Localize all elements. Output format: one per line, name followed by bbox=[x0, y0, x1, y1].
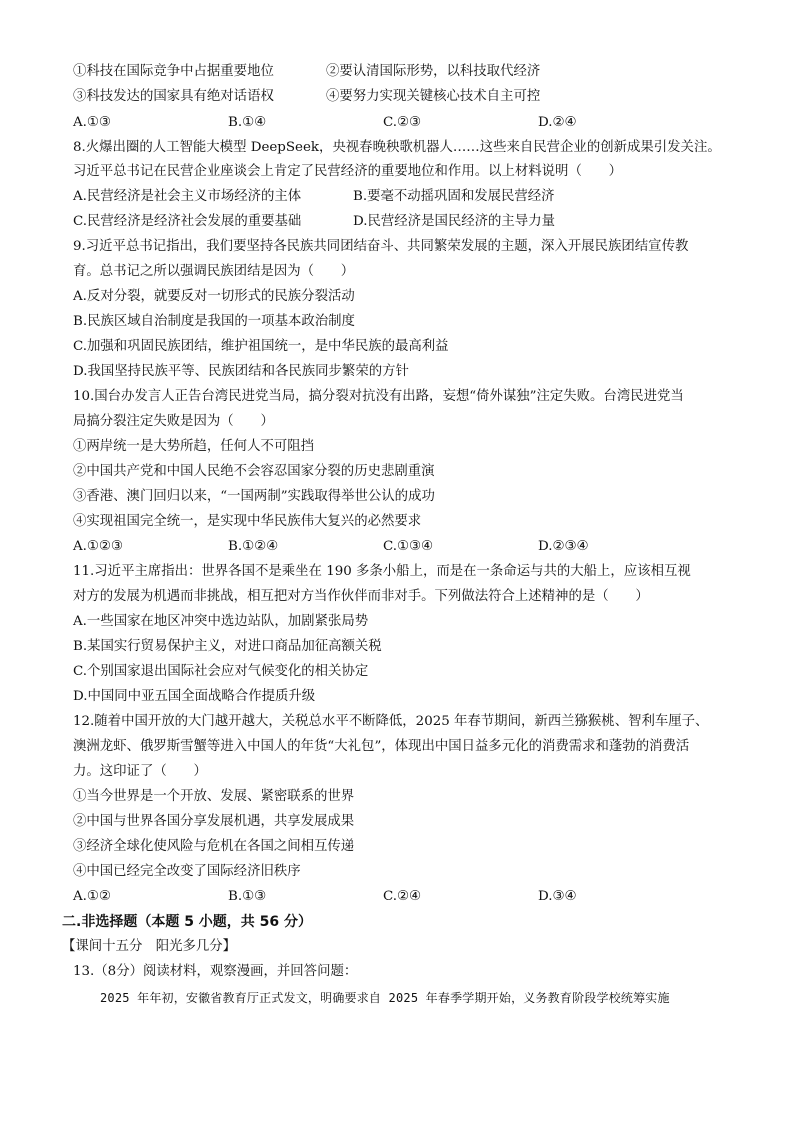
q10-option-d: D.②③④ bbox=[538, 539, 589, 554]
q12-statement-3: ③经济全球化使风险与危机在各国之间相互传递 bbox=[73, 839, 355, 854]
q7-option-c: C.②③ bbox=[383, 115, 422, 130]
q13-material: 2025 年年初，安徽省教育厅正式发文，明确要求自 2025 年春季学期开始，义务教育阶段学校统筹实施 bbox=[100, 991, 670, 1005]
q7-statement-3: ③科技发达的国家具有绝对话语权 bbox=[73, 89, 274, 104]
q10-option-c: C.①③④ bbox=[383, 539, 434, 554]
q11-option-a: A.一些国家在地区冲突中选边站队，加剧紧张局势 bbox=[73, 614, 369, 629]
q12-option-b: B.①③ bbox=[228, 889, 267, 904]
q10-option-b: B.①②④ bbox=[228, 539, 279, 554]
q10-statement-1: ①两岸统一是大势所趋，任何人不可阻挡 bbox=[73, 439, 315, 454]
q10-option-a: A.①②③ bbox=[73, 539, 123, 554]
q13-intro: 13.（8分）阅读材料，观察漫画，并回答问题： bbox=[73, 964, 358, 979]
q12-option-a: A.①② bbox=[73, 889, 111, 904]
q9-option-b: B.民族区域自治制度是我国的一项基本政治制度 bbox=[73, 314, 355, 329]
q11-stem-line1: 11.习近平主席指出：世界各国不是乘坐在 190 多条小船上，而是在一条命运与共的大船上，应该相互视 bbox=[73, 564, 691, 579]
q8-option-d: D.民营经济是国民经济的主导力量 bbox=[353, 214, 555, 229]
q10-statement-2: ②中国共产党和中国人民绝不会容忍国家分裂的历史悲剧重演 bbox=[73, 464, 435, 479]
section-heading: 二.非选择题（本题 5 小题，共 56 分） bbox=[62, 914, 313, 930]
q8-option-b: B.要毫不动摇巩固和发展民营经济 bbox=[353, 189, 555, 204]
q7-option-d: D.②④ bbox=[538, 115, 577, 130]
q11-option-d: D.中国同中亚五国全面战略合作提质升级 bbox=[73, 689, 316, 704]
q11-option-c: C.个别国家退出国际社会应对气候变化的相关协定 bbox=[73, 664, 369, 679]
q10-statement-4: ④实现祖国完全统一，是实现中华民族伟大复兴的必然要求 bbox=[73, 514, 422, 529]
q12-statement-2: ②中国与世界各国分享发展机遇，共享发展成果 bbox=[73, 814, 355, 829]
q11-option-b: B.某国实行贸易保护主义，对进口商品加征高额关税 bbox=[73, 639, 382, 654]
q10-stem-line2: 局搞分裂注定失败是因为（ ） bbox=[73, 414, 274, 429]
q9-stem-line1: 9.习近平总书记指出，我们要坚持各民族共同团结奋斗、共同繁荣发展的主题，深入开展民族团结宣传教 bbox=[73, 239, 689, 254]
q10-statement-3: ③香港、澳门回归以来，“一国两制”实践取得举世公认的成功 bbox=[73, 489, 435, 504]
q8-stem-line2: 习近平总书记在民营企业座谈会上肯定了民营经济的重要地位和作用。以上材料说明（ ） bbox=[73, 164, 623, 179]
q9-stem-line2: 育。总书记之所以强调民族团结是因为（ ） bbox=[73, 264, 355, 279]
q10-stem-line1: 10.国台办发言人正告台湾民进党当局，搞分裂对抗没有出路，妄想“倚外谋独”注定失败。台湾民进党当 bbox=[73, 389, 684, 404]
q12-stem-line1: 12.随着中国开放的大门越开越大，关税总水平不断降低，2025 年春节期间，新西兰猕猴桃、智利车厘子、 bbox=[73, 714, 709, 729]
q12-stem-line2: 澳洲龙虾、俄罗斯雪蟹等进入中国人的年货“大礼包”，体现出中国日益多元化的消费需求和蓬勃的消费活 bbox=[73, 739, 690, 754]
q7-statement-2: ②要认清国际形势，以科技取代经济 bbox=[326, 64, 541, 79]
q12-option-d: D.③④ bbox=[538, 889, 577, 904]
q11-stem-line2: 对方的发展为机遇而非挑战，相互把对方当作伙伴而非对手。下列做法符合上述精神的是（ ） bbox=[73, 589, 649, 604]
q12-statement-1: ①当今世界是一个开放、发展、紧密联系的世界 bbox=[73, 789, 355, 804]
q7-option-a: A.①③ bbox=[73, 115, 111, 130]
q7-statement-4: ④要努力实现关键核心技术自主可控 bbox=[326, 89, 541, 104]
q12-stem-line3: 力。这印证了（ ） bbox=[73, 764, 207, 779]
q9-option-d: D.我国坚持民族平等、民族团结和各民族同步繁荣的方针 bbox=[73, 364, 409, 379]
q7-statement-1: ①科技在国际竞争中占据重要地位 bbox=[73, 64, 274, 79]
q12-statement-4: ④中国已经完全改变了国际经济旧秩序 bbox=[73, 864, 301, 879]
q9-option-c: C.加强和巩固民族团结，维护祖国统一，是中华民族的最高利益 bbox=[73, 339, 449, 354]
q12-option-c: C.②④ bbox=[383, 889, 422, 904]
q8-stem-line1: 8.火爆出圈的人工智能大模型 DeepSeek，央视春晚秧歌机器人……这些来自民营企业的创新成果引发关注。 bbox=[73, 140, 721, 155]
section-tag: 【课间十五分 阳光多几分】 bbox=[62, 939, 237, 954]
q8-option-c: C.民营经济是经济社会发展的重要基础 bbox=[73, 214, 302, 229]
q9-option-a: A.反对分裂，就要反对一切形式的民族分裂活动 bbox=[73, 289, 355, 304]
q7-option-b: B.①④ bbox=[228, 115, 267, 130]
q8-option-a: A.民营经济是社会主义市场经济的主体 bbox=[73, 189, 302, 204]
